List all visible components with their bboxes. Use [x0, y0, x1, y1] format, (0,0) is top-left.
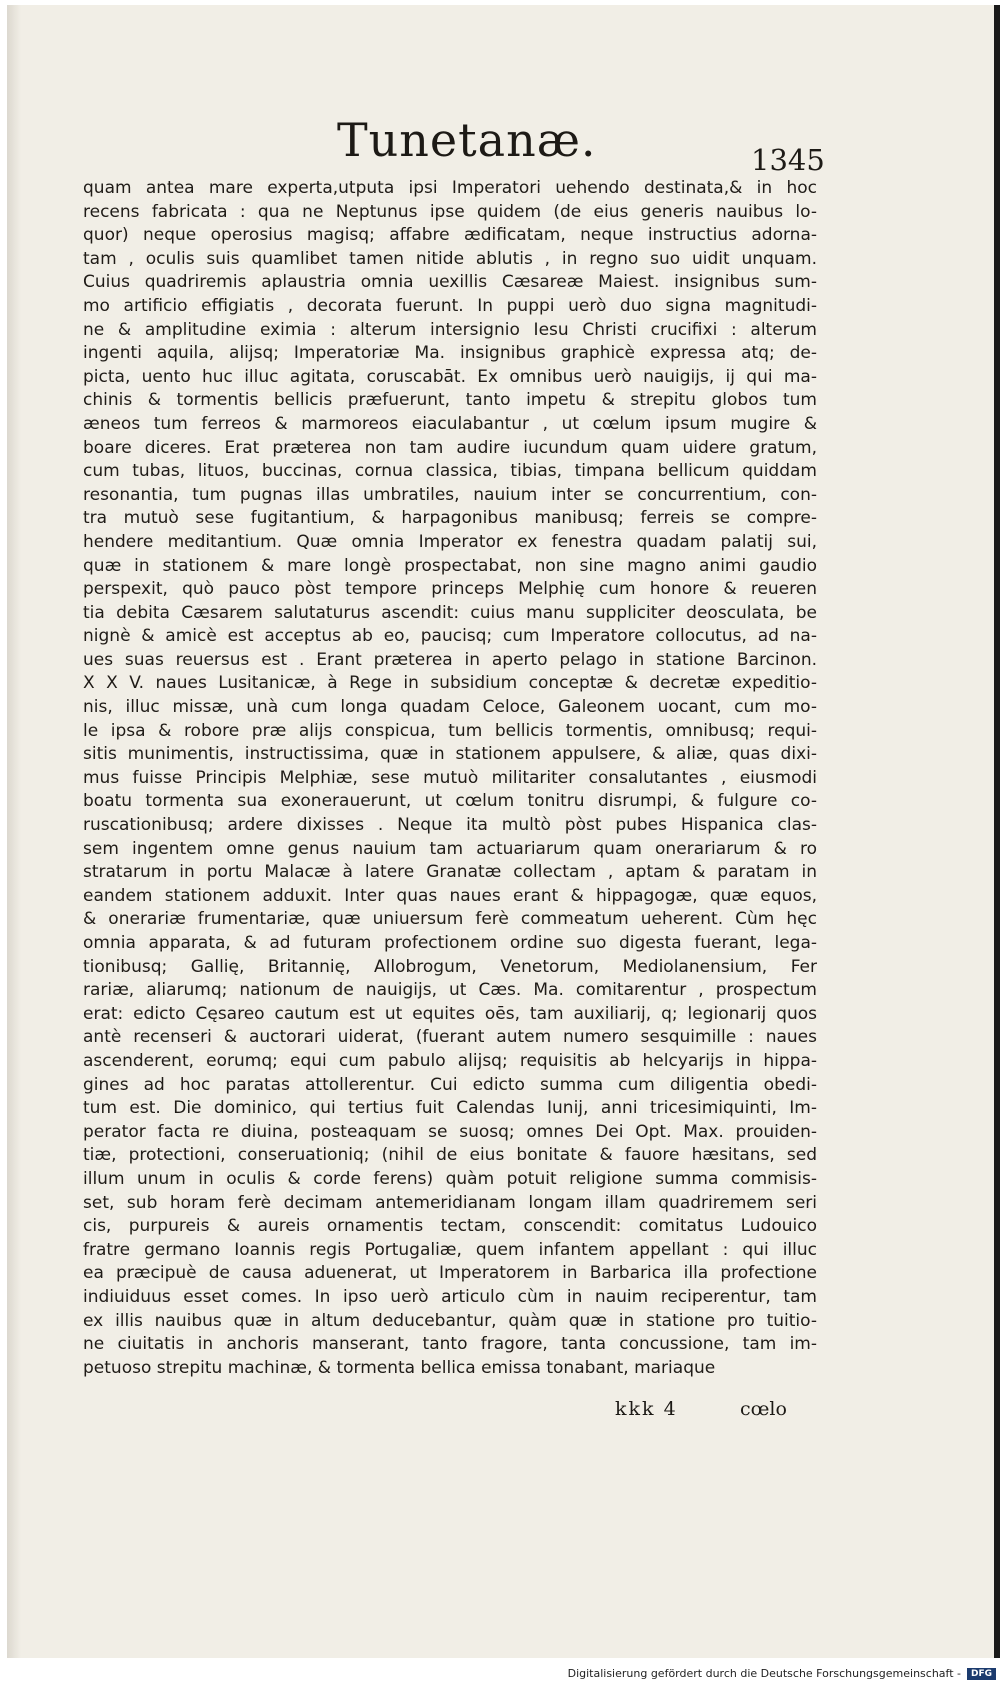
book-page — [7, 5, 1000, 1658]
dfg-logo-icon: DFG — [967, 1668, 996, 1680]
text-line: gines ad hoc paratas attollerentur. Cui edicto summa cum diligentia obedi- — [83, 1074, 817, 1095]
text-line: tam , oculis suis quamlibet tamen nitide ablutis , in regno suo uidit unquam. — [83, 248, 817, 269]
text-line: ne & amplitudine eximia : alterum intersignio Iesu Christi crucifixi : alterum — [83, 319, 817, 340]
text-line: set, sub horam ferè decimam antemeridianam longam illam quadriremem seri — [83, 1192, 817, 1213]
text-line: quæ in stationem & mare longè prospectabat, non sine magno animi gaudio — [83, 555, 817, 576]
text-line: cum tubas, lituos, buccinas, cornua classica, tibias, timpana bellicum quiddam — [83, 461, 817, 482]
text-line: recens fabricata : qua ne Neptunus ipse quidem (de eius generis nauibus lo- — [83, 201, 817, 222]
text-line: sem ingentem omne genus nauium tam actuariarum quam onerariarum & ro — [83, 838, 817, 859]
text-line: ne ciuitatis in anchoris manserant, tanto fragore, tanta concussione, tam im- — [83, 1334, 817, 1355]
text-line: mo artificio effigiatis , decorata fuerunt. In puppi uerò duo signa magnitudi- — [83, 295, 817, 316]
text-line: cis, purpureis & aureis ornamentis tectam, conscendit: comitatus Ludouico — [83, 1216, 817, 1237]
text-line: & onerariæ frumentariæ, quæ uniuersum ferè commeatum ueherent. Cùm hęc — [83, 909, 817, 930]
text-line: ingenti aquila, alijsq; Imperatoriæ Ma. insignibus graphicè expressa atq; de- — [83, 343, 817, 364]
signature-mark: kkk 4 — [615, 1398, 678, 1420]
text-line: tiæ, protectioni, conseruationiq; (nihil de eius bonitate & fauore hæsitans, sed — [83, 1145, 817, 1166]
text-line: eandem stationem adduxit. Inter quas naues erant & hippagogæ, quæ equos, — [83, 885, 817, 906]
catchword: cœlo — [740, 1398, 787, 1420]
text-line: nignè & amicè est acceptus ab eo, paucisq; cum Imperatore collocutus, ad na- — [83, 626, 817, 647]
digitization-footer — [0, 1664, 1000, 1683]
text-line: petuoso strepitu machinæ, & tormenta bellica emissa tonabant, mariaque — [83, 1357, 716, 1378]
text-line: picta, uento huc illuc agitata, coruscabāt. Ex omnibus uerò nauigijs, ij qui ma- — [83, 366, 817, 387]
text-line: quam antea mare experta,utputa ipsi Imperatori uehendo destinata,& in hoc — [83, 178, 817, 198]
text-line: perspexit, quò pauco pòst tempore princeps Melphię cum honore & reueren — [83, 579, 817, 600]
text-line: rariæ, aliarumq; nationum de nauigijs, ut Cæs. Ma. comitarentur , prospectum — [83, 980, 817, 1001]
text-line: erat: edicto Cęsareo cautum est ut equites oēs, tam auxiliarij, q; legionarij quos — [83, 1003, 817, 1024]
text-line: resonantia, tum pugnas illas umbratiles, nauium inter se concurrentium, con- — [83, 484, 817, 505]
text-line: fratre germano Ioannis regis Portugaliæ, quem infantem appellant : qui illuc — [83, 1239, 817, 1260]
text-line: æneos tum ferreos & marmoreos eiaculabantur , ut cœlum ipsum mugire & — [83, 413, 817, 434]
text-line: ascenderent, eorumq; equi cum pabulo alijsq; requisitis ab helcyarijs in hippa- — [83, 1050, 817, 1071]
footer-credit: Digitalisierung gefördert durch die Deutsche Forschungsgemeinschaft - — [567, 1667, 961, 1680]
page-gutter-shadow — [7, 5, 21, 1658]
text-line: perator facta re diuina, posteaquam se suosq; omnes Dei Opt. Max. prouiden- — [83, 1121, 817, 1142]
text-line: mus fuisse Principis Melphiæ, sese mutuò militariter consalutantes , eiusmodi — [83, 767, 817, 788]
text-line: ea præcipuè de causa aduenerat, ut Imperatorem in Barbarica illa profectione — [83, 1263, 817, 1284]
text-line: X X V. naues Lusitanicæ, à Rege in subsidium conceptæ & decretæ expeditio- — [83, 673, 817, 694]
text-line: hendere meditantium. Quæ omnia Imperator ex fenestra quadam palatij sui, — [83, 531, 817, 552]
text-line: stratarum in portu Malacæ à latere Granatæ collectam , aptam & paratam in — [83, 862, 817, 883]
text-line: tia debita Cæsarem salutaturus ascendit: cuius manu suppliciter deosculata, be — [83, 602, 817, 623]
text-line: ues suas reuersus est . Erant præterea in aperto pelago in statione Barcinon. — [83, 649, 817, 670]
text-line: le ipsa & robore præ alijs conspicua, tum bellicis tormentis, omnibusq; requi- — [83, 720, 817, 741]
text-line: Cuius quadriremis aplaustria omnia uexillis Cæsareæ Maiest. insignibus sum- — [83, 272, 817, 293]
text-line: sitis munimentis, instructissima, quæ in stationem appulsere, & aliæ, quas dixi- — [83, 744, 817, 765]
text-line: tra mutuò sese fugitantium, & harpagonibus manibusq; ferreis se compre- — [83, 508, 817, 529]
text-line: tionibusq; Gallię, Britannię, Allobrogum, Venetorum, Mediolanensium, Fer — [83, 956, 817, 977]
text-line: tum est. Die dominico, qui tertius fuit Calendas Iunij, anni tricesimiquinti, Im- — [83, 1098, 817, 1119]
running-title: Tunetanæ. — [337, 113, 597, 167]
text-line: boare diceres. Erat præterea non tam audire iucundum quam uidere gratum, — [83, 437, 817, 458]
text-line: ex illis nauibus quæ in altum deducebantur, quàm quæ in statione pro tuitio- — [83, 1310, 817, 1331]
text-line: illum unum in oculis & corde ferens) quàm potuit religione summa commisis- — [83, 1168, 817, 1189]
body-text — [83, 177, 817, 1380]
text-line: nis, illuc missæ, unà cum longa quadam Celoce, Galeonem uocant, cum mo- — [83, 697, 817, 718]
text-line: quor) neque operosius magisq; affabre ædificatam, neque instructius adorna- — [83, 225, 817, 246]
page-number: 1345 — [751, 143, 825, 177]
text-line: omnia apparata, & ad futuram profectionem ordine suo digesta fuerant, lega- — [83, 933, 817, 953]
text-line: boatu tormenta sua exonerauerunt, ut cœlum tonitru disrumpi, & fulgure co- — [83, 791, 817, 812]
text-line: antè recenseri & auctorari uiderat, (fuerant autem numero sesquimille : naues — [83, 1027, 817, 1048]
text-line: ruscationibusq; ardere dixisses . Neque ita multò pòst pubes Hispanica clas- — [83, 815, 817, 836]
text-line: chinis & tormentis bellicis præfuerunt, tanto impetu & strepitu globos tum — [83, 390, 817, 411]
text-line: indiuiduus esset comes. In ipso uerò articulo cùm in nauim reciperentur, tam — [83, 1286, 817, 1307]
